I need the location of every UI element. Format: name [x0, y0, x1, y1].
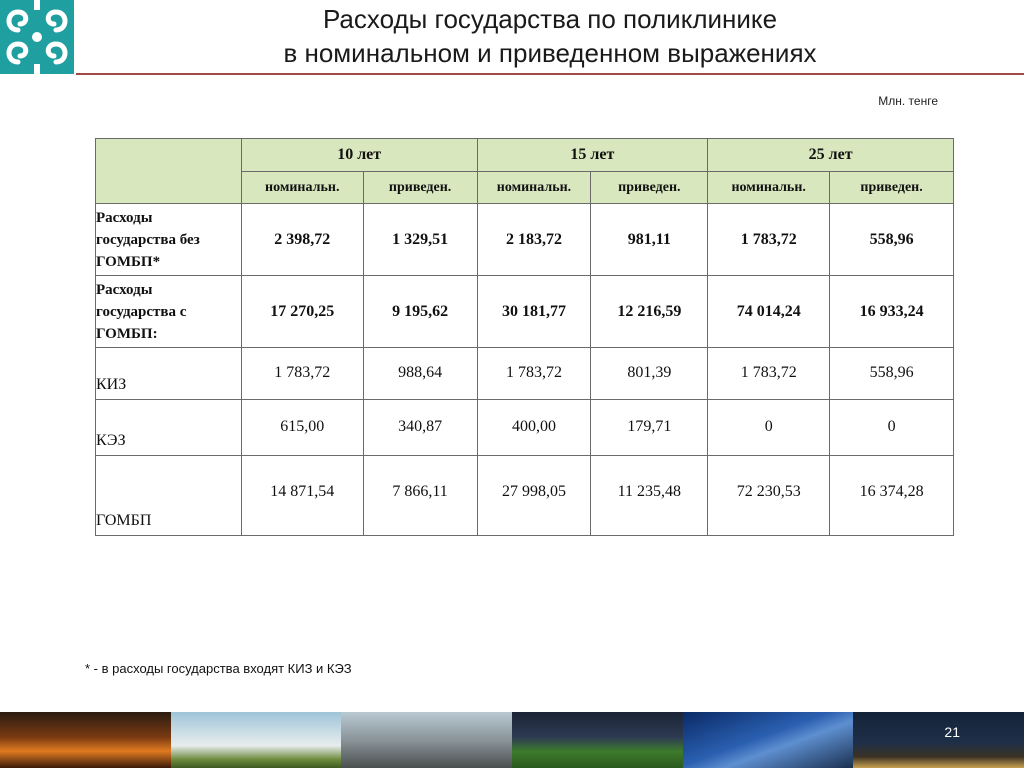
title-line-2: в номинальном и приведенном выражениях	[283, 38, 817, 68]
title-line-1: Расходы государства по поликлинике	[322, 4, 778, 34]
row-label	[96, 204, 242, 276]
expenses-table	[95, 138, 954, 536]
value-cell: 16 374,28	[830, 456, 954, 536]
value-cell: 2 183,72	[477, 204, 591, 276]
subheader-cell: номинальн.	[708, 172, 830, 204]
value-cell: 558,96	[830, 348, 954, 400]
row-label-line: Расходы	[96, 281, 153, 298]
value-cell: 988,64	[363, 348, 477, 400]
ornament-icon	[0, 0, 74, 74]
value-cell: 1 783,72	[708, 204, 830, 276]
value-cell: 179,71	[591, 400, 708, 456]
value-cell: 1 329,51	[363, 204, 477, 276]
row-label	[96, 276, 242, 348]
factory-photo	[341, 712, 512, 768]
value-cell: 17 270,25	[241, 276, 363, 348]
row-label-line: Расходы	[96, 209, 153, 226]
value-cell: 1 783,72	[477, 348, 591, 400]
city-night-photo	[853, 712, 1024, 768]
title-divider	[76, 73, 1024, 75]
value-cell: 0	[708, 400, 830, 456]
value-cell: 30 181,77	[477, 276, 591, 348]
group-header-25: 25 лет	[708, 139, 954, 172]
value-cell: 14 871,54	[241, 456, 363, 536]
subheader-cell: номинальн.	[477, 172, 591, 204]
value-cell: 558,96	[830, 204, 954, 276]
row-label: КЭЗ	[96, 400, 242, 456]
row-label-line: ГОМБП:	[96, 325, 158, 342]
value-cell: 16 933,24	[830, 276, 954, 348]
ornament-logo	[0, 0, 74, 74]
photo-strip	[0, 712, 1024, 768]
table-row	[96, 204, 954, 276]
value-cell: 7 866,11	[363, 456, 477, 536]
units-label: Млн. тенге	[878, 94, 938, 108]
subheader-cell: приведен.	[830, 172, 954, 204]
group-header-15: 15 лет	[477, 139, 708, 172]
table-row	[96, 456, 954, 536]
table-row	[96, 348, 954, 400]
row-label-line: ГОМБП*	[96, 253, 161, 270]
value-cell: 340,87	[363, 400, 477, 456]
table-row	[96, 400, 954, 456]
subheader-cell: приведен.	[591, 172, 708, 204]
value-cell: 74 014,24	[708, 276, 830, 348]
row-label: ГОМБП	[96, 456, 242, 536]
page-number: 21	[944, 724, 960, 740]
value-cell: 1 783,72	[708, 348, 830, 400]
value-cell: 981,11	[591, 204, 708, 276]
header-corner-cell	[96, 139, 242, 204]
stadium-photo	[512, 712, 683, 768]
value-cell: 615,00	[241, 400, 363, 456]
value-cell: 11 235,48	[591, 456, 708, 536]
value-cell: 9 195,62	[363, 276, 477, 348]
value-cell: 12 216,59	[591, 276, 708, 348]
value-cell: 1 783,72	[241, 348, 363, 400]
group-header-10: 10 лет	[241, 139, 477, 172]
subheader-cell: номинальн.	[241, 172, 363, 204]
value-cell: 801,39	[591, 348, 708, 400]
train-photo	[171, 712, 342, 768]
value-cell: 2 398,72	[241, 204, 363, 276]
subheader-cell: приведен.	[363, 172, 477, 204]
footnote: * - в расходы государства входят КИЗ и КЭЗ	[85, 661, 352, 676]
slide-title	[80, 2, 1020, 70]
value-cell: 27 998,05	[477, 456, 591, 536]
row-label: КИЗ	[96, 348, 242, 400]
row-label-line: государства с	[96, 303, 187, 320]
value-cell: 0	[830, 400, 954, 456]
table-row	[96, 276, 954, 348]
road-photo	[683, 712, 854, 768]
value-cell: 72 230,53	[708, 456, 830, 536]
row-label-line: государства без	[96, 231, 200, 248]
value-cell: 400,00	[477, 400, 591, 456]
highway-night-photo	[0, 712, 171, 768]
